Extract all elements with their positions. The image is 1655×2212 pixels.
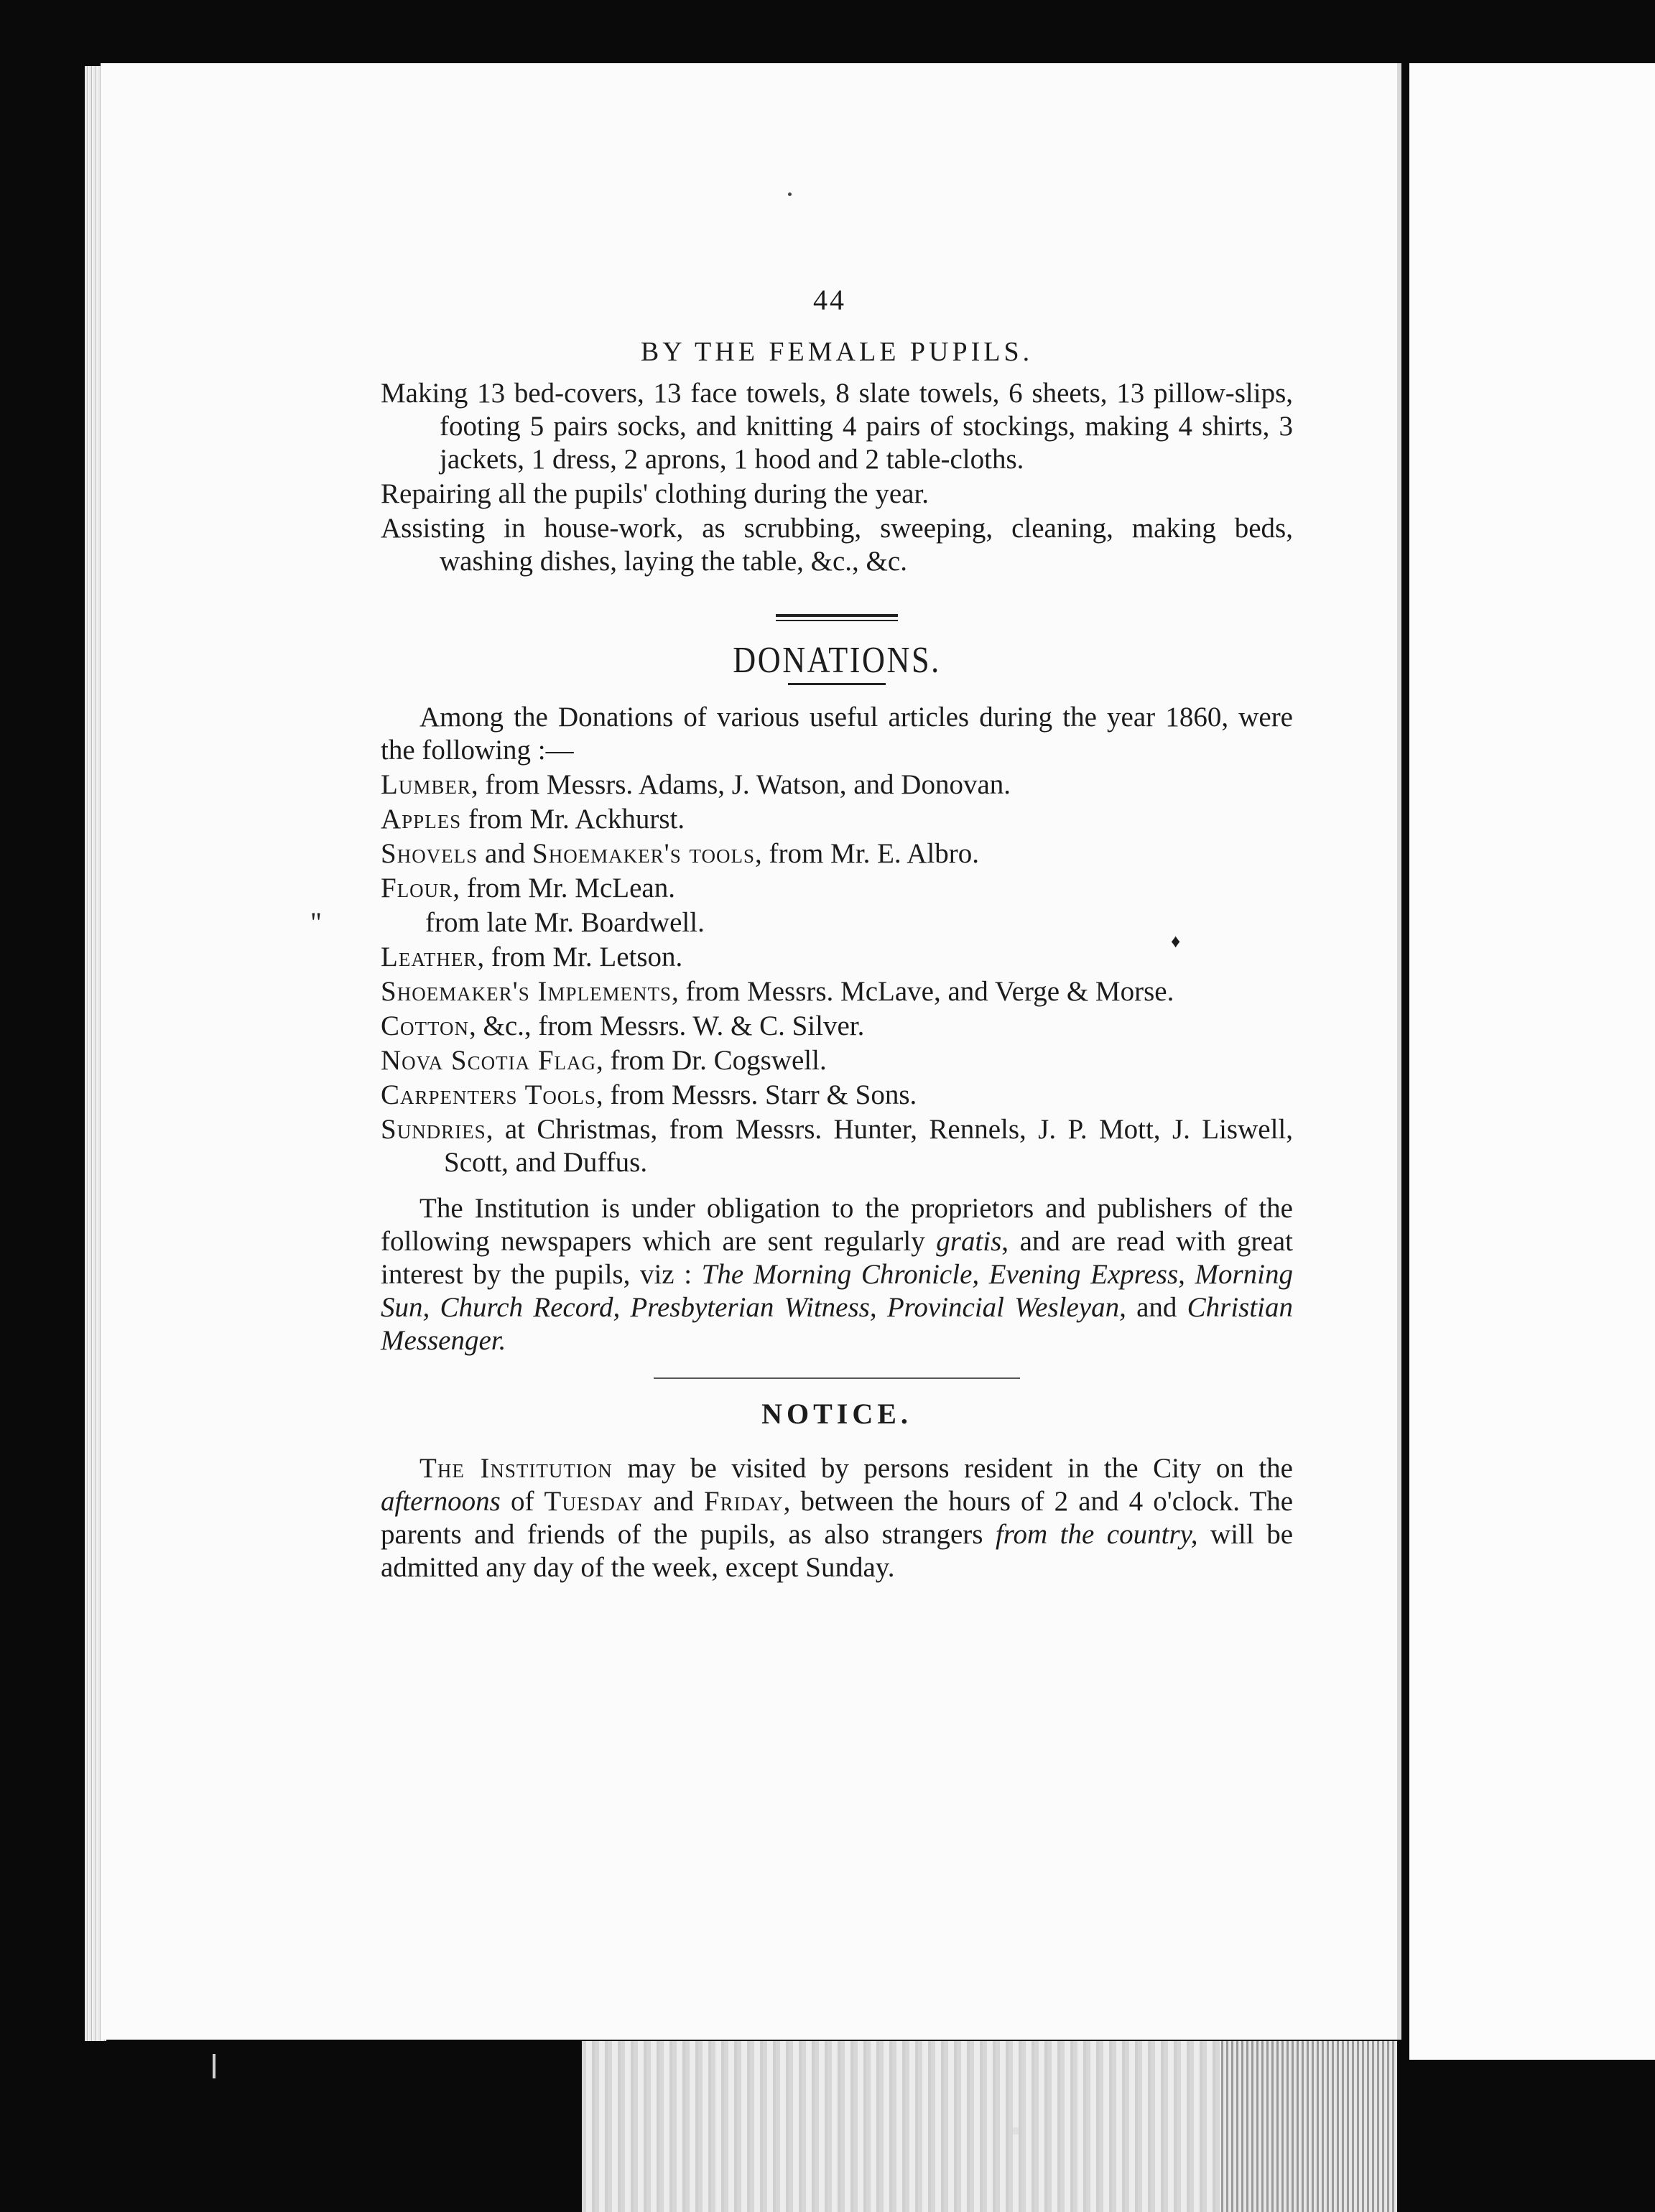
donation-label: Sundries bbox=[381, 1114, 486, 1145]
female-work-item: Assisting in house-work, as scrubbing, sweeping, cleaning, making beds, washing dishes, laying the table, &c., &c. bbox=[381, 513, 1293, 577]
donation-text: from late Mr. Boardwell. bbox=[425, 907, 705, 938]
donation-text: , from Mr. E. Albro. bbox=[755, 838, 979, 869]
printer-mark: ♦ bbox=[1171, 931, 1181, 952]
newspaper-titles: The Morning Chronicle, Evening Express, Morning Sun, Church Record, Presbyterian Witness, Provincial Wesleyan, bbox=[381, 1259, 1293, 1323]
notice-title: NOTICE. bbox=[761, 1398, 912, 1430]
female-work-item: Repairing all the pupils' clothing during the year. bbox=[381, 478, 930, 509]
donation-text: , from Messrs. Adams, J. Watson, and Donovan. bbox=[470, 769, 1011, 800]
donation-item bbox=[381, 1010, 1293, 1043]
donation-text: , from Dr. Cogswell. bbox=[596, 1045, 827, 1076]
donation-label: Shovels bbox=[381, 838, 478, 869]
donation-label: Apples bbox=[381, 804, 462, 835]
page-number: 44 bbox=[813, 284, 846, 316]
female-work-item: Making 13 bed-covers, 13 face towels, 8 slate towels, 6 sheets, 13 pillow-slips, footing 5 pairs socks, and knitting 4 pairs of stockings, making 4 shirts, 3 jackets, 1 dress, 2 aprons, 1 hood and 2 table-cloths. bbox=[381, 378, 1293, 475]
newspapers-lead: The Institution is under obligation to the proprietors and publishers of the following newspapers which are sent regularly bbox=[381, 1193, 1293, 1257]
donation-item bbox=[381, 941, 1293, 974]
donation-label: Cotton bbox=[381, 1010, 470, 1041]
notice-text: will be admitted any day of the week, except Sunday. bbox=[381, 1519, 1294, 1583]
scan-mark-dot bbox=[1013, 2127, 1019, 2134]
donations-title: DONATIONS. bbox=[733, 640, 941, 681]
donation-text: , from Messrs. Starr & Sons. bbox=[595, 1079, 917, 1110]
underlying-pages-edge bbox=[1221, 2041, 1397, 2212]
donation-item bbox=[381, 1044, 1293, 1077]
donation-text: and bbox=[478, 838, 532, 869]
newspapers-mid: , and are read with great interest by the pupils, viz : bbox=[381, 1226, 1293, 1290]
page-content bbox=[310, 284, 1294, 1586]
donation-item bbox=[381, 1113, 1293, 1179]
notice-friday: Friday bbox=[703, 1486, 784, 1517]
donation-label: Leather bbox=[381, 942, 478, 972]
title-underline bbox=[788, 683, 886, 685]
newspapers-paragraph bbox=[381, 1192, 1293, 1357]
donation-label: Lumber bbox=[381, 769, 471, 800]
notice-text: and bbox=[643, 1486, 704, 1517]
newspaper-last-title: Christian Messenger. bbox=[381, 1292, 1293, 1356]
notice-afternoons: afternoons bbox=[381, 1486, 501, 1517]
donation-item bbox=[381, 768, 1293, 801]
notice-text: may be visited by persons resident in the City on the bbox=[612, 1453, 1293, 1484]
donation-item bbox=[381, 872, 1293, 905]
donation-text: , &c., from Messrs. W. & C. Silver. bbox=[469, 1010, 865, 1041]
donation-item bbox=[381, 837, 1293, 870]
donation-label: Shoemaker's tools bbox=[532, 838, 755, 869]
female-pupils-heading: BY THE FEMALE PUPILS. bbox=[640, 337, 1034, 367]
donations-intro: Among the Donations of various useful articles during the year 1860, were the following :— bbox=[381, 702, 1293, 766]
notice-institution: The Institution bbox=[419, 1453, 613, 1484]
donation-item bbox=[381, 1079, 1293, 1112]
donation-label: Nova Scotia Flag bbox=[381, 1045, 597, 1076]
donation-text: from Mr. Ackhurst. bbox=[461, 804, 685, 835]
notice-paragraph bbox=[381, 1452, 1293, 1584]
donation-label: Flour bbox=[381, 873, 453, 903]
gratis-word: gratis bbox=[936, 1226, 1002, 1257]
donation-text: , from Messrs. McLave, and Verge & Morse. bbox=[671, 976, 1174, 1007]
donation-text: , at Christmas, from Messrs. Hunter, Rennels, J. P. Mott, J. Liswell, Scott, and Duffus. bbox=[444, 1114, 1293, 1178]
notice-divider bbox=[654, 1377, 1020, 1379]
notice-tuesday: Tuesday bbox=[544, 1486, 644, 1517]
notice-text: of bbox=[500, 1486, 544, 1517]
section-divider bbox=[776, 614, 898, 621]
scan-mark bbox=[213, 2054, 215, 2078]
notice-text: , between the hours of 2 and 4 o'clock. The parents and friends of the pupils, as also strangers bbox=[381, 1486, 1293, 1550]
ditto-mark: " bbox=[310, 907, 322, 938]
donation-label: Shoemaker's Implements bbox=[381, 976, 672, 1007]
donation-item bbox=[381, 975, 1293, 1008]
donation-item bbox=[381, 803, 1293, 836]
newspapers-and: and bbox=[1126, 1292, 1187, 1323]
donation-text: , from Mr. McLean. bbox=[453, 873, 675, 903]
facing-page bbox=[1409, 63, 1655, 2060]
donation-item bbox=[310, 906, 1293, 939]
notice-country: from the country, bbox=[995, 1519, 1198, 1550]
donation-text: , from Mr. Letson. bbox=[477, 942, 683, 972]
donation-label: Carpenters Tools bbox=[381, 1079, 596, 1110]
page-speck bbox=[788, 192, 792, 196]
